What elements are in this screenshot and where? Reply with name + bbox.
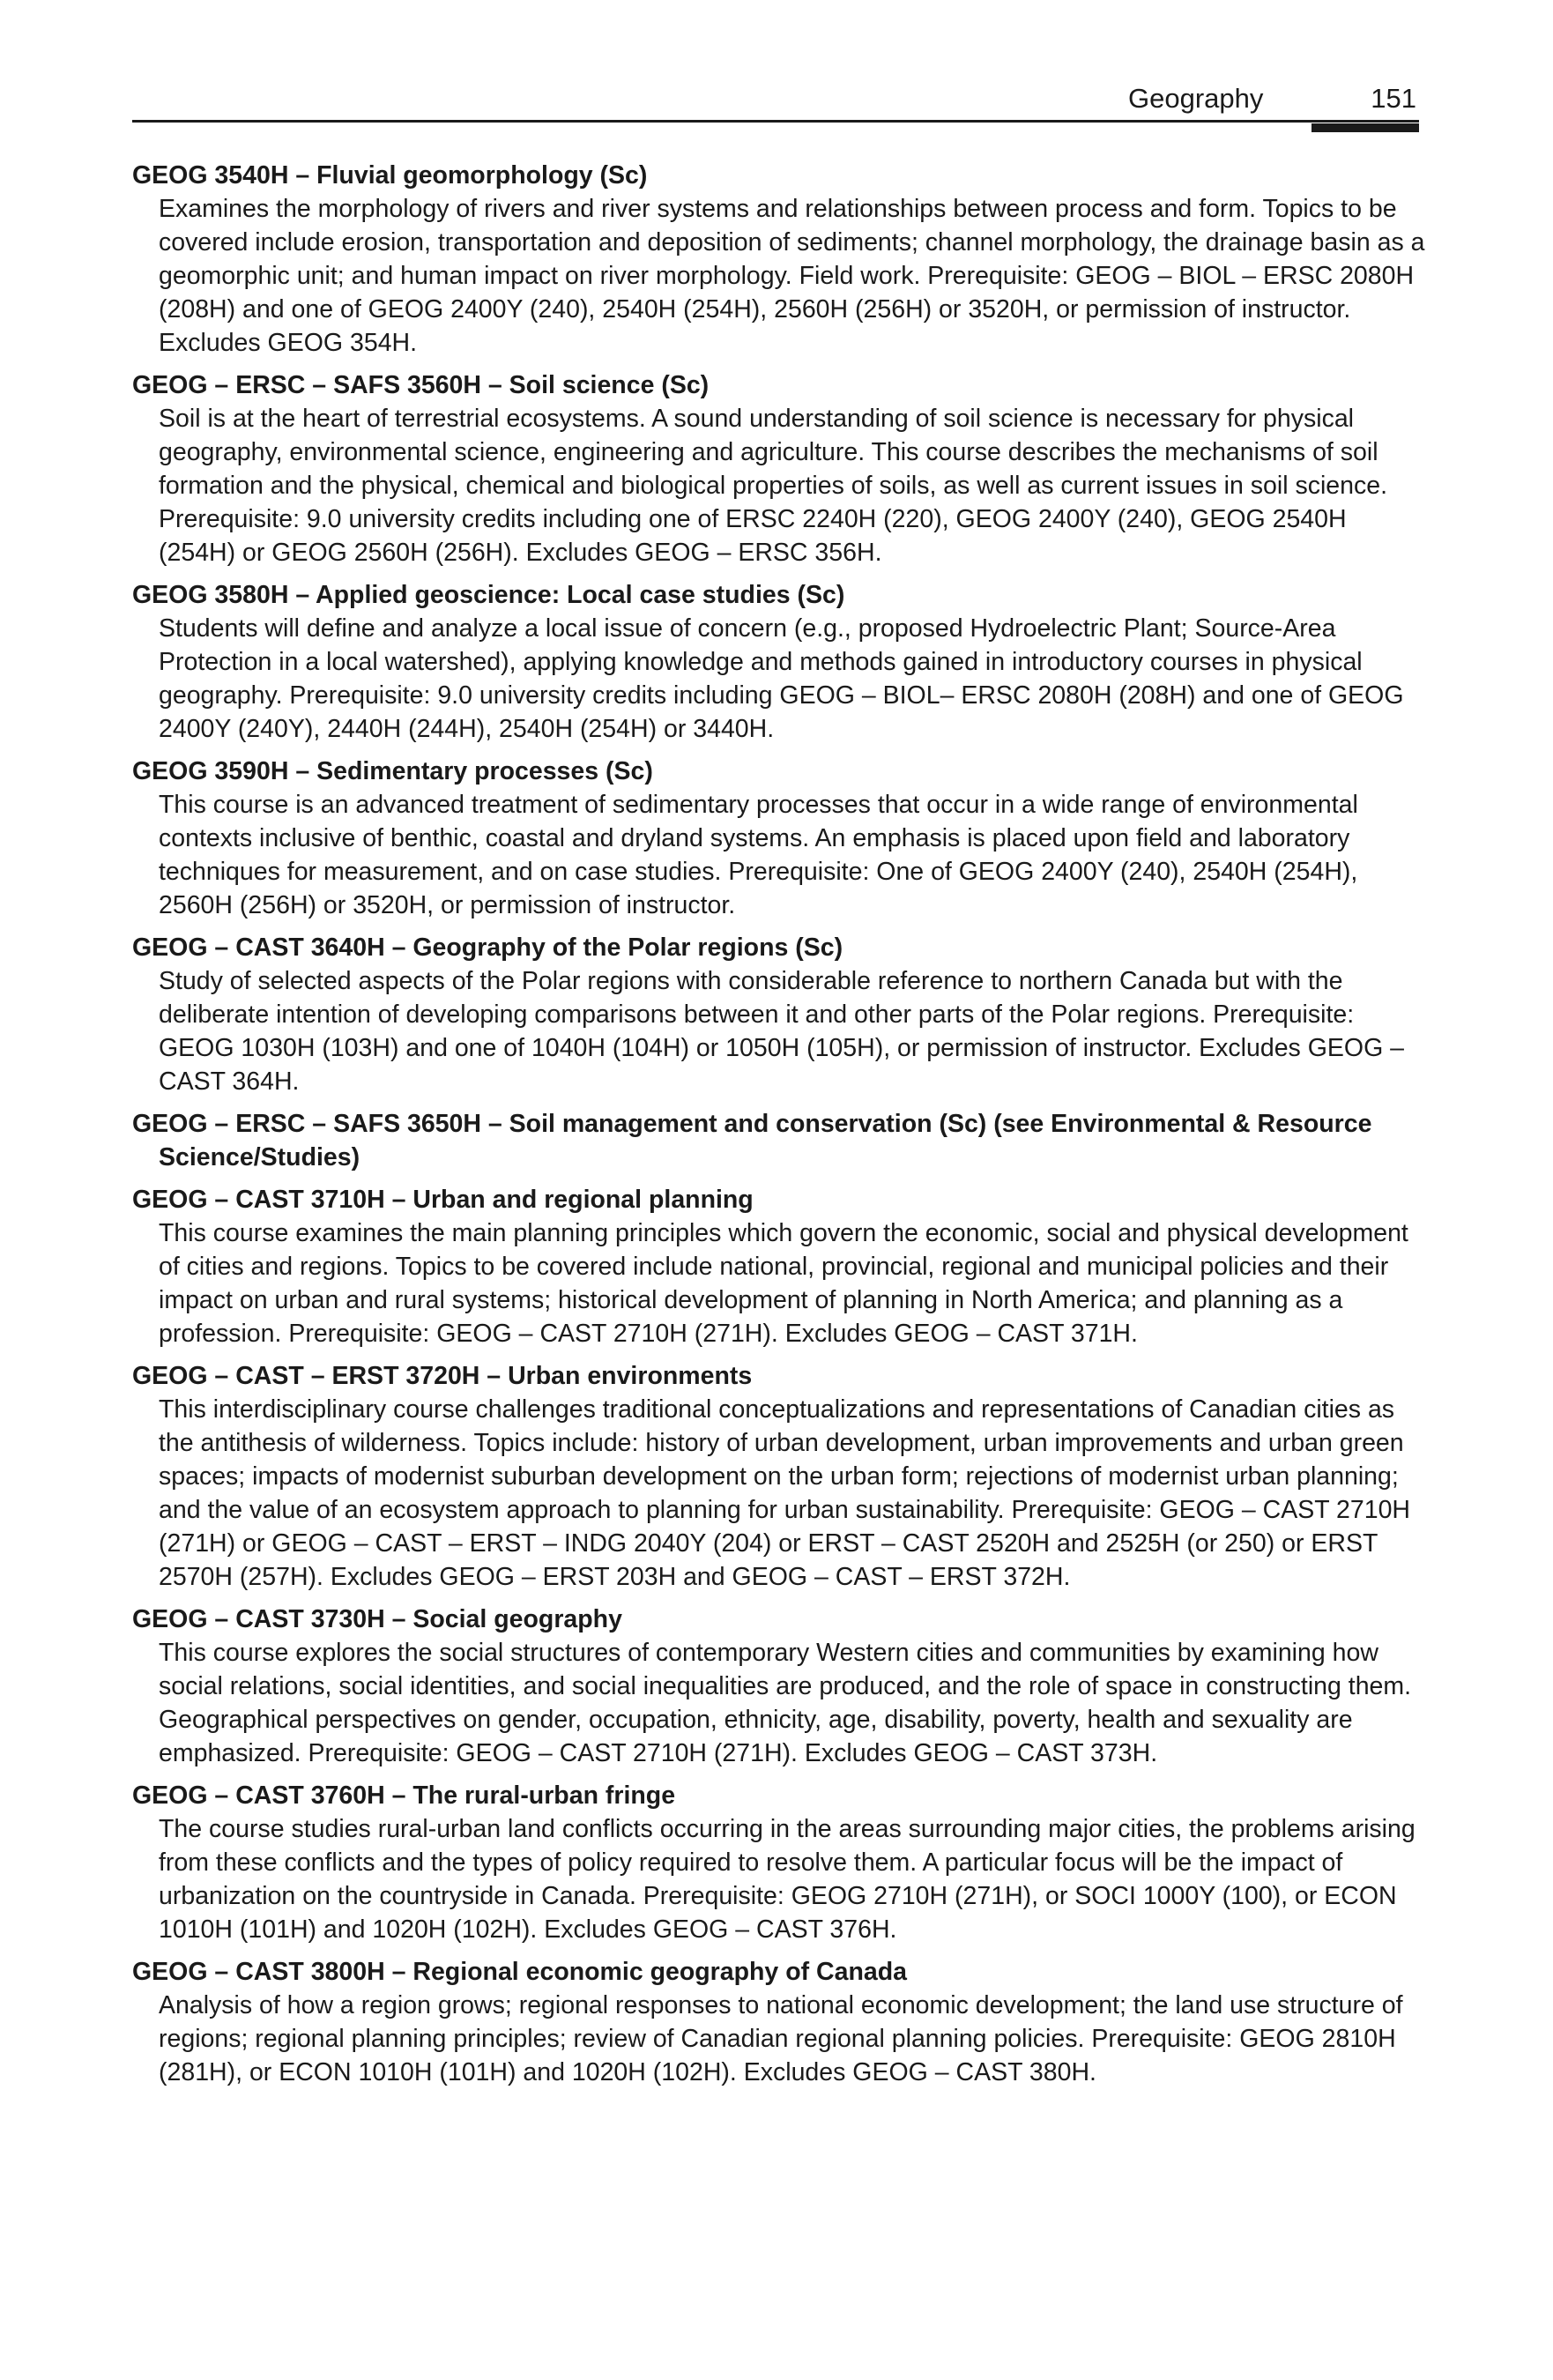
course-entry bbox=[132, 159, 1428, 360]
course-entry bbox=[132, 1107, 1428, 1174]
course-title: GEOG 3580H – Applied geoscience: Local case studies (Sc) bbox=[132, 581, 845, 609]
course-description: Soil is at the heart of terrestrial ecosystems. A sound understanding of soil science is necessary for physical geography, environmental science, engineering and agriculture. This course describes the mechanisms of soil formation and the physical, chemical and biological properties of soils, as well as current issues in soil science. Prerequisite: 9.0 university credits including one of ERSC 2240H (220), GEOG 2400Y (240), GEOG 2540H (254H) or GEOG 2560H (256H). Excludes GEOG – ERSC 356H. bbox=[159, 405, 1388, 567]
course-entry bbox=[132, 931, 1428, 1098]
course-entry bbox=[132, 1359, 1428, 1594]
course-title: GEOG – CAST 3640H – Geography of the Polar regions (Sc) bbox=[132, 933, 843, 962]
course-title: GEOG – ERSC – SAFS 3560H – Soil science (Sc) bbox=[132, 371, 710, 399]
course-entry bbox=[132, 1779, 1428, 1946]
header-tab-bar bbox=[1312, 123, 1419, 132]
course-description: Examines the morphology of rivers and river systems and relationships between process and form. Topics to be covered include erosion, transportation and deposition of sediments; channel morphology, the drainage basin as a geomorphic unit; and human impact on river morphology. Field work. Prerequisite: GEOG – BIOL – ERSC 2080H (208H) and one of GEOG 2400Y (240), 2540H (254H), 2560H (256H) or 3520H, or permission of instructor. Excludes GEOG 354H. bbox=[159, 195, 1425, 357]
course-entry bbox=[132, 368, 1428, 569]
course-title: GEOG – CAST 3710H – Urban and regional planning bbox=[132, 1186, 754, 1214]
page-number: 151 bbox=[1371, 83, 1416, 114]
course-description: Analysis of how a region grows; regional responses to national economic development; the land use structure of regions; regional planning principles; review of Canadian regional planning policies. Prerequisite: GEOG 2810H (281H), or ECON 1010H (101H) and 1020H (102H). Excludes GEOG – CAST 380H. bbox=[159, 1991, 1403, 2086]
course-entry bbox=[132, 1955, 1428, 2089]
course-title: GEOG – CAST 3730H – Social geography bbox=[132, 1605, 622, 1633]
course-description: Students will define and analyze a local issue of concern (e.g., proposed Hydroelectric Plant; Source-Area Protection in a local watershed), applying knowledge and methods gained in introductory courses in physical geography. Prerequisite: 9.0 university credits including GEOG – BIOL– ERSC 2080H (208H) and one of GEOG 2400Y (240Y), 2440H (244H), 2540H (254H) or 3440H. bbox=[159, 614, 1404, 743]
course-title: GEOG 3540H – Fluvial geomorphology (Sc) bbox=[132, 161, 648, 190]
course-entry bbox=[132, 1603, 1428, 1770]
course-entry bbox=[132, 578, 1428, 746]
header-rule bbox=[132, 120, 1419, 123]
course-description: This course is an advanced treatment of sedimentary processes that occur in a wide range of environmental contexts inclusive of benthic, coastal and dryland systems. An emphasis is placed upon field and laboratory techniques for measurement, and on case studies. Prerequisite: One of GEOG 2400Y (240), 2540H (254H), 2560H (256H) or 3520H, or permission of instructor. bbox=[159, 791, 1358, 919]
course-description: This course examines the main planning principles which govern the economic, social and physical development of cities and regions. Topics to be covered include national, provincial, regional and municipal policies and their impact on urban and rural systems; historical development of planning in North America; and planning as a profession. Prerequisite: GEOG – CAST 2710H (271H). Excludes GEOG – CAST 371H. bbox=[159, 1219, 1408, 1348]
course-title: GEOG – CAST 3760H – The rural-urban fringe bbox=[132, 1781, 676, 1810]
course-entry bbox=[132, 1183, 1428, 1350]
course-title: GEOG – ERSC – SAFS 3650H – Soil management and conservation (Sc) (see Environmental & Resource Science/Studies) bbox=[132, 1110, 1372, 1171]
course-description: This interdisciplinary course challenges traditional conceptualizations and representations of Canadian cities as the antithesis of wilderness. Topics include: history of urban development, urban improvements and urban green spaces; impacts of modernist suburban development on the urban form; rejections of modernist urban planning; and the value of an ecosystem approach to planning for urban sustainability. Prerequisite: GEOG – CAST 2710H (271H) or GEOG – CAST – ERST – INDG 2040Y (204) or ERST – CAST 2520H and 2525H (or 250) or ERST 2570H (257H). Excludes GEOG – ERST 203H and GEOG – CAST – ERST 372H. bbox=[159, 1395, 1411, 1591]
course-description: Study of selected aspects of the Polar regions with considerable reference to northern Canada but with the deliberate intention of developing comparisons between it and other parts of the Polar regions. Prerequisite: GEOG 1030H (103H) and one of 1040H (104H) or 1050H (105H), or permission of instructor. Excludes GEOG – CAST 364H. bbox=[159, 967, 1405, 1096]
page-header bbox=[132, 78, 1419, 134]
course-title: GEOG 3590H – Sedimentary processes (Sc) bbox=[132, 757, 653, 785]
course-title: GEOG – CAST – ERST 3720H – Urban environments bbox=[132, 1362, 753, 1390]
course-title: GEOG – CAST 3800H – Regional economic geography of Canada bbox=[132, 1958, 907, 1986]
course-list bbox=[132, 159, 1428, 2098]
running-head-section: Geography bbox=[1128, 83, 1264, 114]
course-entry bbox=[132, 755, 1428, 922]
course-description: The course studies rural-urban land conflicts occurring in the areas surrounding major cities, the problems arising from these conflicts and the types of policy required to resolve them. A particular focus will be the impact of urbanization on the countryside in Canada. Prerequisite: GEOG 2710H (271H), or SOCI 1000Y (100), or ECON 1010H (101H) and 1020H (102H). Excludes GEOG – CAST 376H. bbox=[159, 1815, 1416, 1944]
course-description: This course explores the social structures of contemporary Western cities and communities by examining how social relations, social identities, and social inequalities are produced, and the role of space in constructing them. Geographical perspectives on gender, occupation, ethnicity, age, disability, poverty, health and sexuality are emphasized. Prerequisite: GEOG – CAST 2710H (271H). Excludes GEOG – CAST 373H. bbox=[159, 1639, 1412, 1767]
